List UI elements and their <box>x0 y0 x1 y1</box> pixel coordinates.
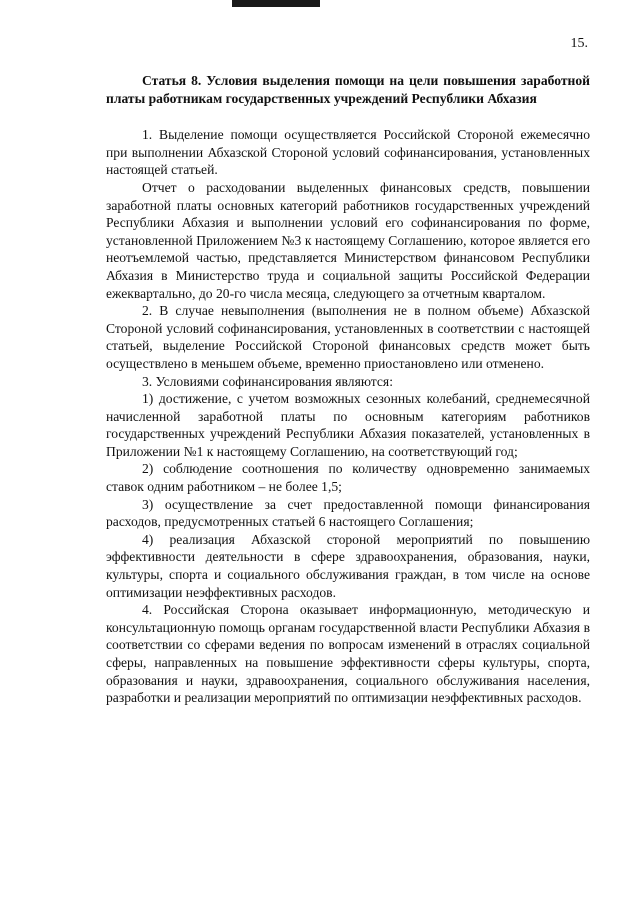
paragraph-condition-1: 1) достижение, с учетом возможных сезонных колебаний, среднемесячной начисленной заработной платы по основным категориям работников государственных учреждений Республики Абхазия показателей, установленных в Приложении №1 к настоящему Соглашению, на соответствующий год; <box>106 391 590 459</box>
page-number: 15. <box>570 36 588 51</box>
paragraph-clause-2: 2. В случае невыполнения (выполнения не в полном объеме) Абхазской Стороной условий софинансирования, установленных в соответствии с настоящей статьей, выделение Российской Стороной финансовых средств может быть осуществлено в меньшем объеме, временно приостановлено или отменено. <box>106 303 590 371</box>
paragraph-report: Отчет о расходовании выделенных финансовых средств, повышении заработной платы основных категорий работников государственных учреждений Республики Абхазия и выполнении условий его софинансирования по форме, установленной Приложением №3 к настоящему Соглашению, которое является его неотъемлемой частью, представляется Министерством финансовом Республики Абхазия в Министерство труда и социальной защиты Российской Федерации ежеквартально, до 20-го числа месяца, следующего за отчетным кварталом. <box>106 179 590 301</box>
paragraph-condition-3: 3) осуществление за счет предоставленной помощи финансирования расходов, предусмотренных статьей 6 настоящего Соглашения; <box>106 496 590 530</box>
paragraph-clause-3: 3. Условиями софинансирования являются: <box>142 373 393 389</box>
paragraph-condition-4: 4) реализация Абхазской стороной мероприятий по повышению эффективности деятельности в сфере здравоохранения, образования, науки, культуры, спорта и социального обслуживания граждан, в том числе на основе оптимизации неэффективных расходов. <box>106 531 590 600</box>
article-title: Статья 8. Условия выделения помощи на цели повышения заработной платы работникам государственных учреждений Республики Абхазия <box>106 73 590 106</box>
article-body <box>106 72 590 707</box>
paragraph-condition-2: 2) соблюдение соотношения по количеству одновременно занимаемых ставок одним работником – не более 1,5; <box>106 461 590 495</box>
scan-edge-mark <box>232 0 320 7</box>
paragraph-clause-4: 4. Российская Сторона оказывает информационную, методическую и консультационную помощь органам государственной власти Республики Абхазия в соответствии со сферами ведения по вопросам изменений в отраслях социальной сферы, направленных на повышение эффективности сферы культуры, спорта, образования и науки, здравоохранения, социального обслуживания населения, разработки и реализации мероприятий по оптимизации неэффективных расходов. <box>106 602 590 706</box>
paragraph-clause-1: 1. Выделение помощи осуществляется Российской Стороной ежемесячно при выполнении Абхазской Стороной условий софинансирования, установленных настоящей статьей. <box>106 127 590 178</box>
